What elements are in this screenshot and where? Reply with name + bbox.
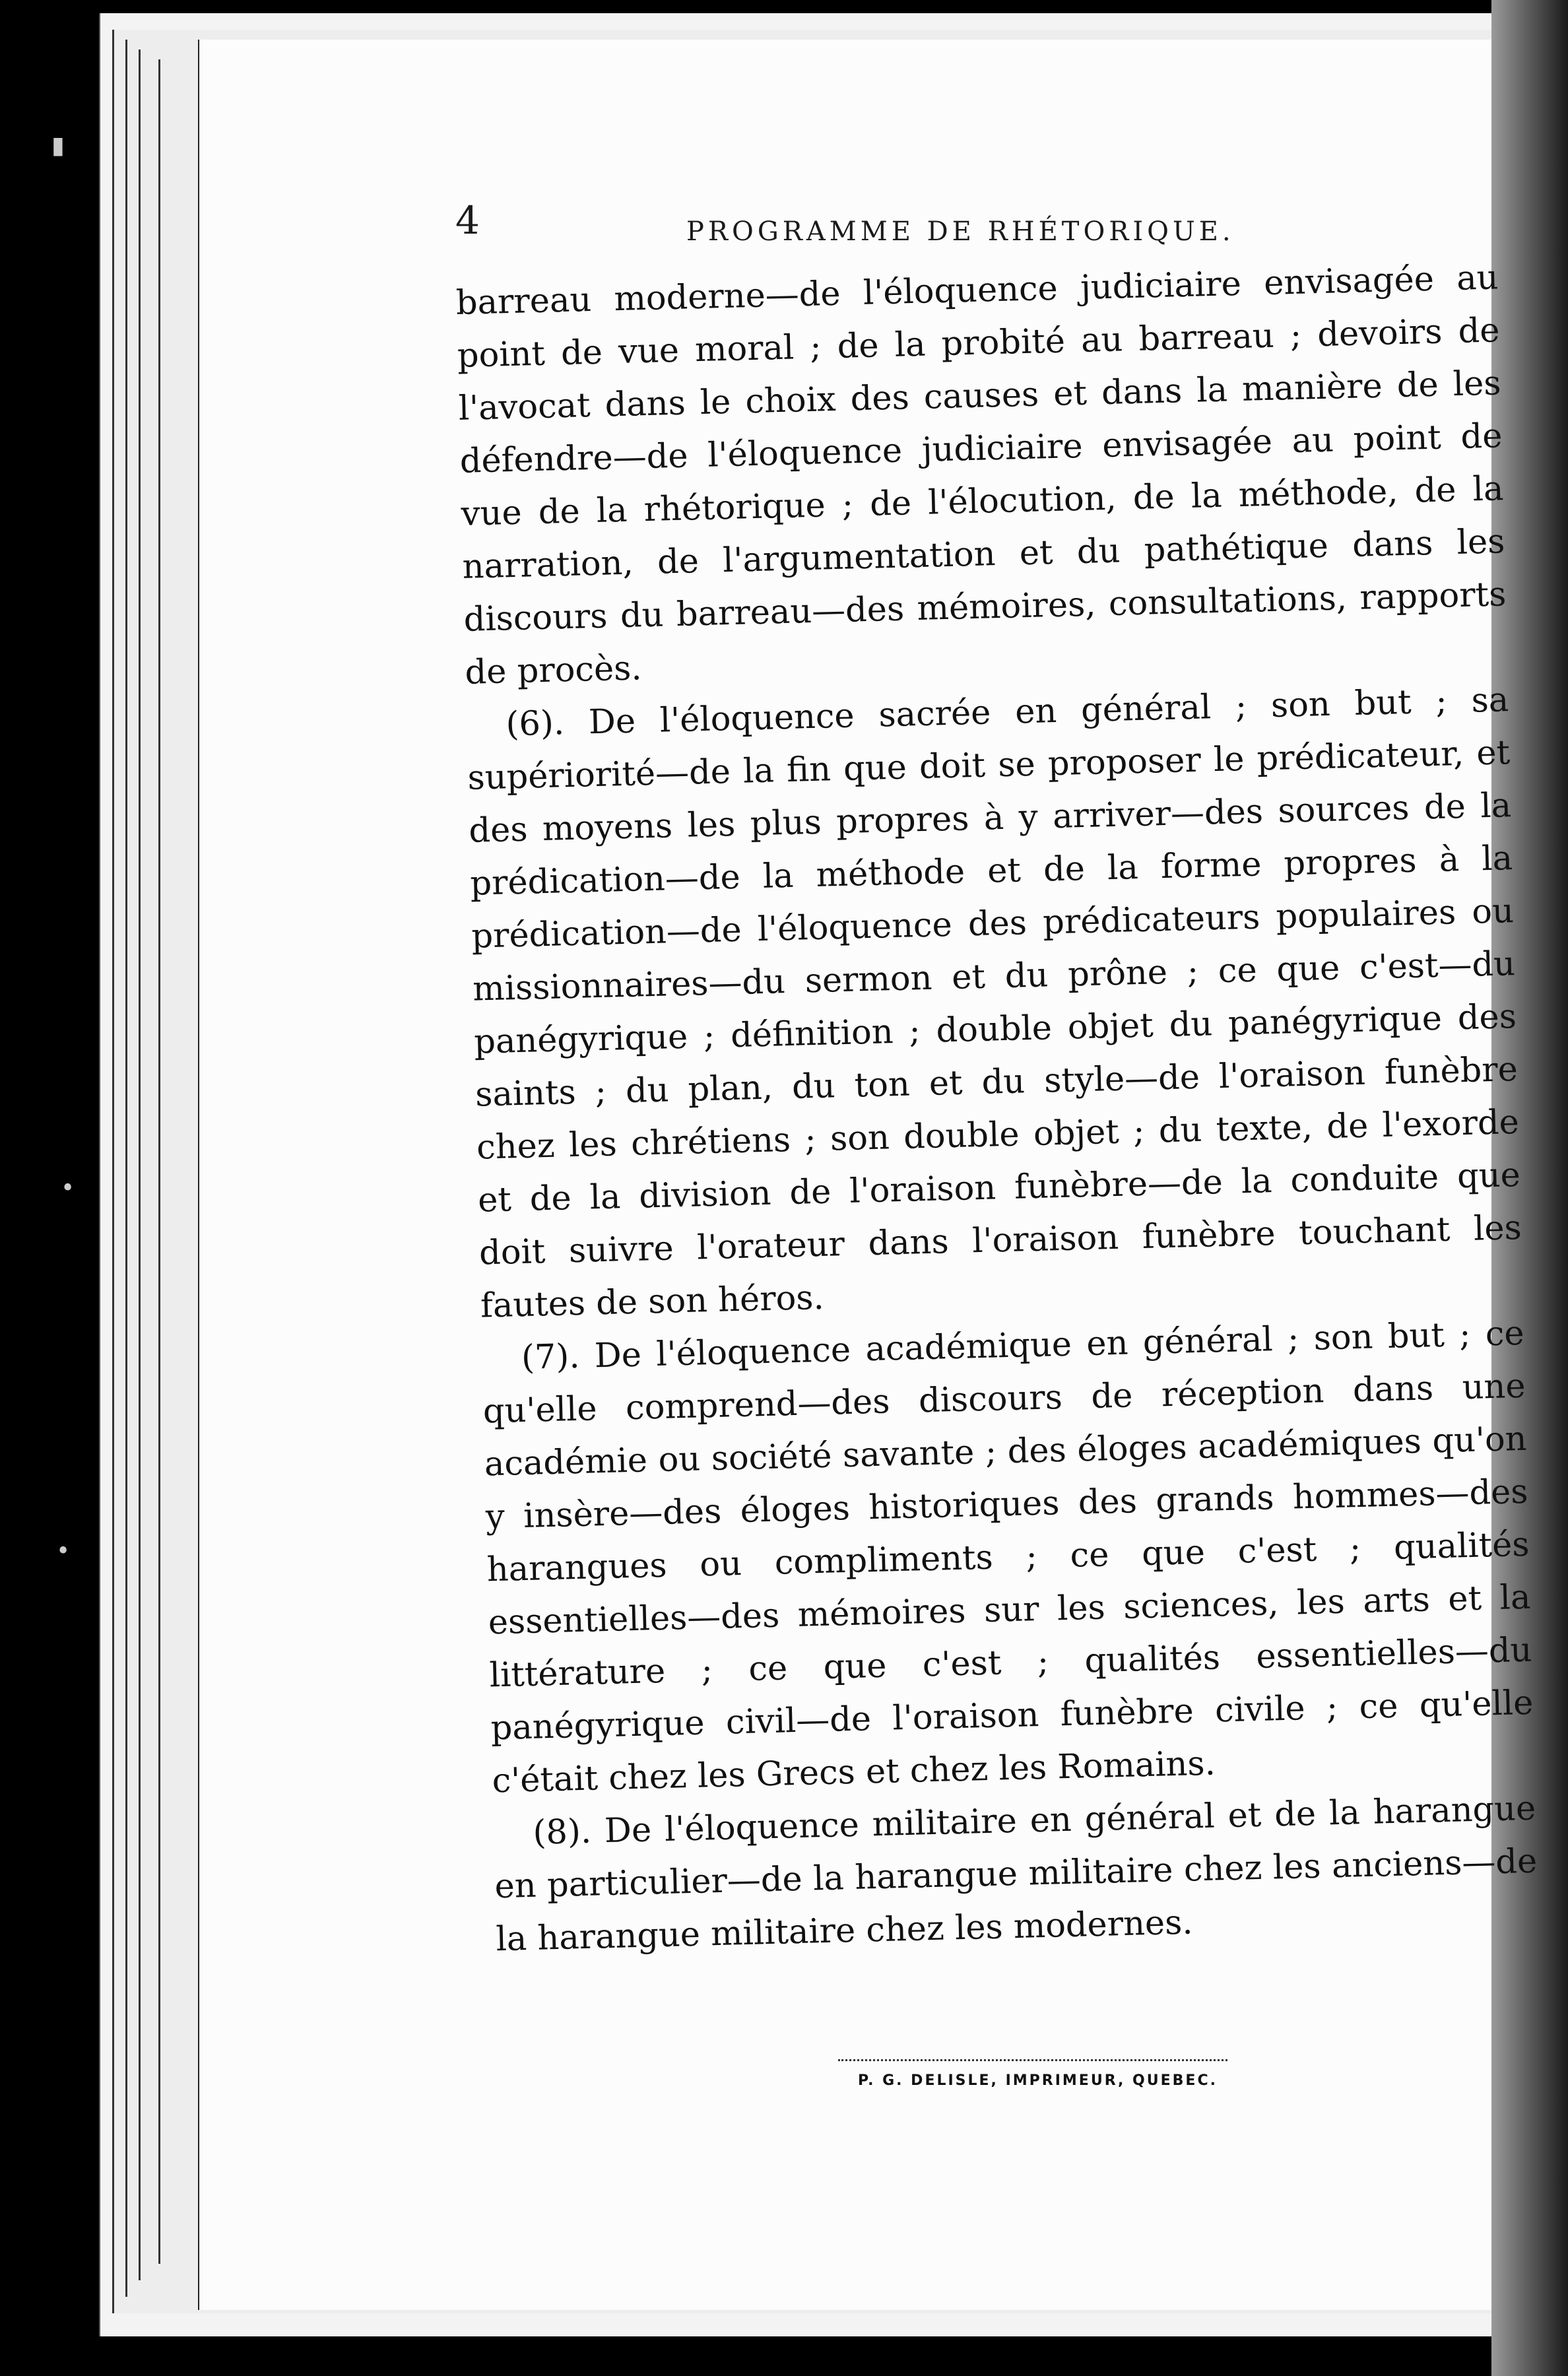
speck: • <box>61 1175 75 1202</box>
page-number: 4 <box>455 198 480 243</box>
scan-border-left <box>0 0 99 2376</box>
running-head: PROGRAMME DE RHÉTORIQUE. <box>686 216 1235 247</box>
speck: • <box>56 1538 71 1565</box>
speck: ▮ <box>51 132 65 159</box>
paragraph-7: (7). De l'éloquence académique en général ; son but ; ce qu'elle comprend—des discours de réception dans une académie ou société savante ; des éloges académiques qu'on y insère—des éloges historiques des grands hommes—des harangues ou compliments ; ce que c'est ; qualités essentielles—des mémoires sur les sciences, les arts et la littérature ; ce que c'est ; qualités essentielles—du panégyrique civil—de l'oraison funèbre civile ; ce qu'elle c'était chez les Grecs et chez les Romains. <box>482 1313 1534 1801</box>
paragraph-6: (6). De l'éloquence sacrée en général ; son but ; sa supériorité—de la fin que doit se proposer le prédicateur, et des moyens les plus propres à y arriver—des sources de la prédication—de la méthode et de la forme propres à la prédication—de l'éloquence des prédicateurs populaires ou missionnaires—du sermon et du prône ; ce que c'est—du panégyrique ; définition ; double objet du panégyrique des saints ; du plan, du ton et du style—de l'oraison funèbre chez les chrétiens ; son double objet ; du texte, de l'exorde et de la division de l'oraison funèbre—de la conduite que doit suivre l'orateur dans l'oraison funèbre touchant les fautes de son héros. <box>467 680 1522 1326</box>
paragraph-8: (8). De l'éloquence militaire en général et de la harangue en particulier—de la harangue militaire chez les anciens—de la harangue militaire chez les modernes. <box>494 1789 1538 1960</box>
footer-rule <box>838 2059 1227 2061</box>
printer-imprint: P. G. DELISLE, IMPRIMEUR, QUEBEC. <box>858 2072 1218 2089</box>
body-text <box>455 251 1539 1966</box>
paragraph-continuation: barreau moderne—de l'éloquence judiciaire envisagée au point de vue moral ; de la probité au barreau ; devoirs de l'avocat dans le choix des causes et dans la manière de les défendre—de l'éloquence judiciaire envisagée au point de vue de la rhétorique ; de l'élocution, de la méthode, de la narration, de l'argumentation et du pathétique dans les discours du barreau—des mémoires, consultations, rapports de procès. <box>455 258 1507 692</box>
